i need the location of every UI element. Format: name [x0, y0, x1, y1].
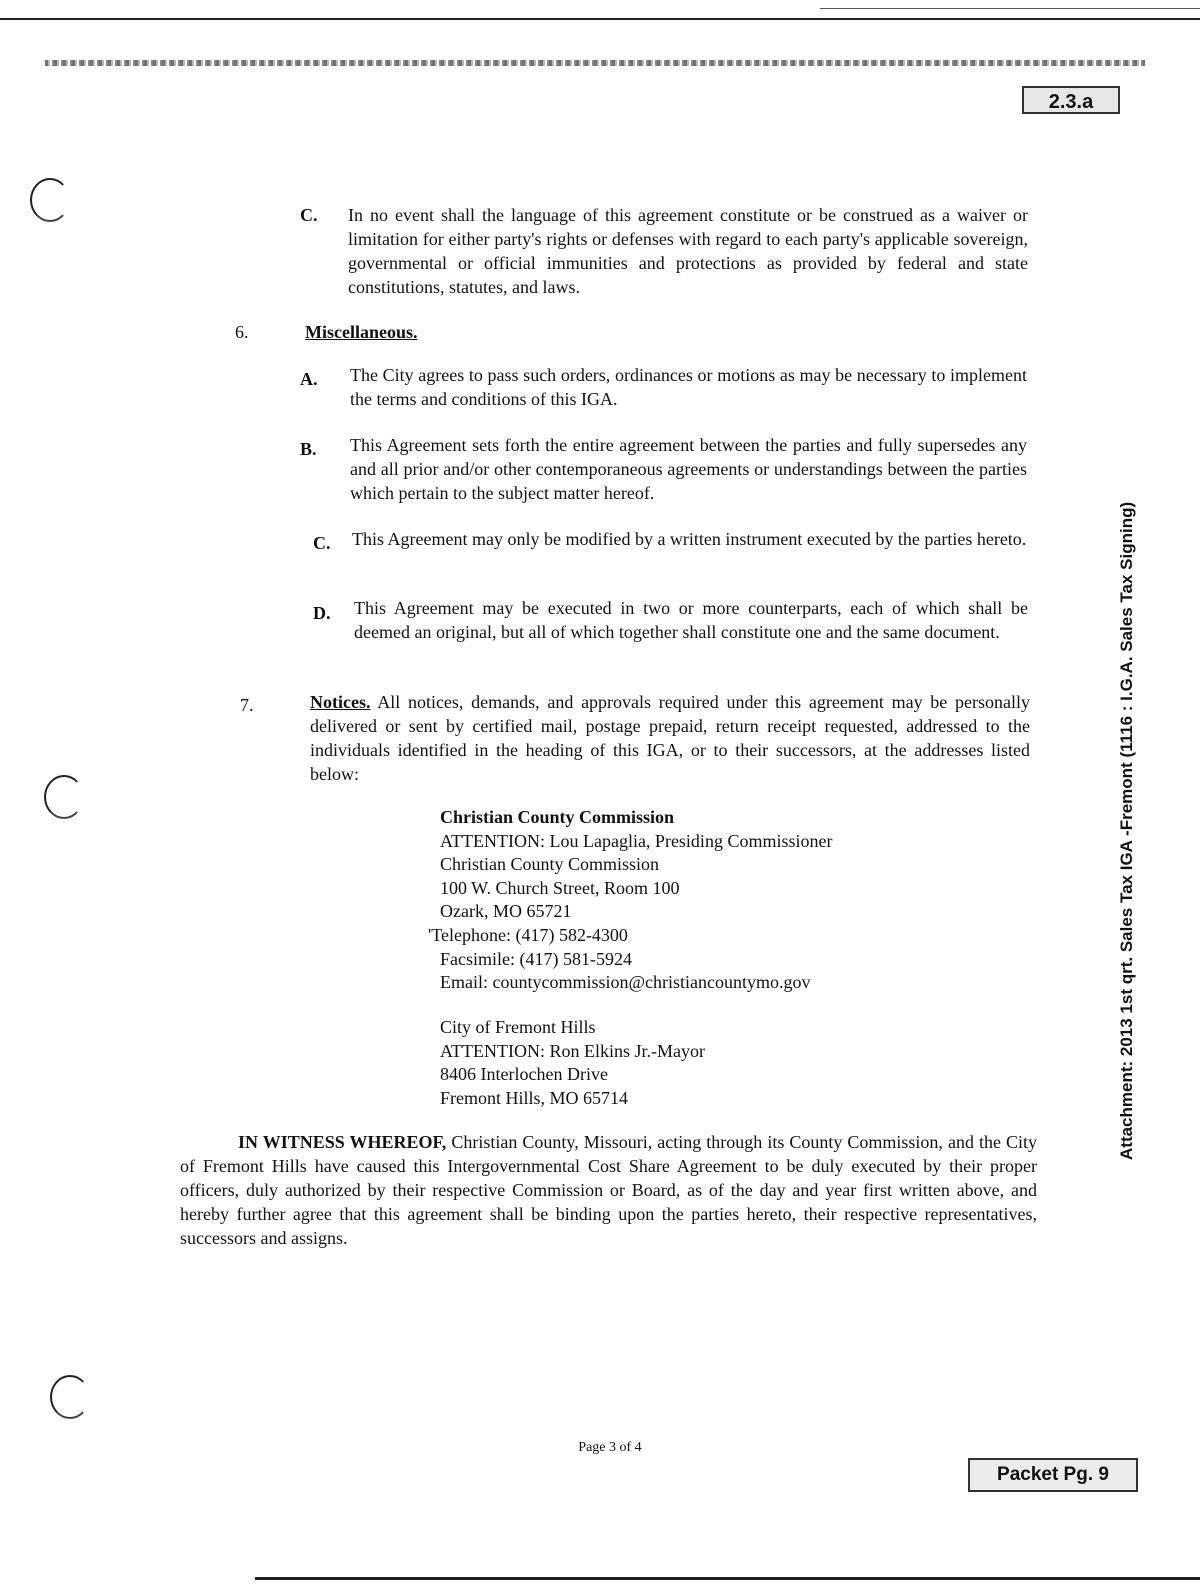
- county-address-block: [428, 806, 833, 995]
- address-telephone: 'Telephone: (417) 582-4300: [428, 924, 628, 945]
- witness-text: Christian County, Missouri, acting through its County Commission, and the City of Fremont Hills have caused this Intergovernmental Cost Share Agreement to be duly executed by their proper officers, duly authorized by their respective Commission or Board, as of the day and year first written above, and hereby further agree that this agreement shall be binding upon the parties hereto, their respective representatives, successors and assigns.: [180, 1132, 1037, 1248]
- clause-text: The City agrees to pass such orders, ordinances or motions as may be necessary to implement the terms and conditions of this IGA.: [350, 365, 1027, 409]
- section-heading: Miscellaneous.: [305, 322, 418, 342]
- witness-paragraph: [180, 1130, 1037, 1250]
- address-attention: ATTENTION: Ron Elkins Jr.-Mayor: [440, 1040, 705, 1061]
- clause-label: C.: [313, 533, 331, 553]
- address-city: Ozark, MO 65721: [440, 901, 572, 922]
- clause-text: This Agreement may only be modified by a written instrument executed by the parties hereto.: [352, 529, 1027, 549]
- top-rule-short: [820, 8, 1200, 9]
- city-address-block: [440, 1016, 705, 1110]
- clause-label: B.: [300, 439, 317, 459]
- address-street: 8406 Interlochen Drive: [440, 1064, 608, 1085]
- page-number: Page 3 of 4: [578, 1440, 642, 1455]
- packet-page-badge: Packet Pg. 9: [968, 1458, 1138, 1492]
- address-name: Christian County Commission: [440, 807, 675, 827]
- address-fax: Facsimile: (417) 581-5924: [440, 948, 632, 969]
- clause-text: In no event shall the language of this agreement constitute or be construed as a waiver or limitation for either party's rights or defenses with regard to each party's applicable sovereign, governmental or official immunities and protections as provided by federal and state constitutions, statutes, and laws.: [348, 205, 1028, 297]
- attachment-sidebar: Attachment: 2013 1st qrt. Sales Tax IGA -Fremont (1116 : I.G.A. Sales Tax Signing): [1117, 501, 1136, 1160]
- punch-hole-icon: [30, 178, 70, 222]
- clause-label: C.: [300, 205, 318, 225]
- top-rule: [0, 18, 1200, 20]
- clause-text: This Agreement sets forth the entire agreement between the parties and fully supersedes any and all prior and/or other contemporaneous agreements or understandings between the parties which pertain to the subject matter hereof.: [350, 435, 1027, 503]
- notices-text: All notices, demands, and approvals required under this agreement may be personally delivered or sent by certified mail, postage prepaid, return receipt requested, addressed to the individuals identified in the heading of this IGA, or to their successors, at the addresses listed below:: [310, 692, 1030, 784]
- punch-hole-icon: [50, 1375, 90, 1419]
- clause-text: This Agreement may be executed in two or more counterparts, each of which shall be deemed an original, but all of which together shall constitute one and the same document.: [354, 598, 1028, 642]
- address-street: 100 W. Church Street, Room 100: [440, 877, 680, 898]
- address-email: Email: countycommission@christiancountymo.gov: [440, 972, 811, 993]
- section-number: 6.: [235, 322, 249, 342]
- section-number: 7.: [240, 695, 254, 715]
- agenda-item-badge: 2.3.a: [1022, 86, 1120, 114]
- address-attention: ATTENTION: Lou Lapaglia, Presiding Commissioner: [440, 830, 833, 851]
- witness-lead: IN WITNESS WHEREOF,: [238, 1132, 447, 1152]
- clause-label: A.: [300, 369, 318, 389]
- address-org: Christian County Commission: [440, 854, 660, 875]
- bottom-rule: [255, 1577, 1200, 1580]
- scan-artifact-band: [45, 60, 1145, 66]
- punch-hole-icon: [44, 775, 84, 819]
- notices-paragraph: [310, 690, 1030, 786]
- clause-label: D.: [313, 603, 331, 623]
- address-city: Fremont Hills, MO 65714: [440, 1087, 629, 1108]
- address-name: City of Fremont Hills: [440, 1017, 596, 1037]
- section-heading: Notices.: [310, 692, 371, 712]
